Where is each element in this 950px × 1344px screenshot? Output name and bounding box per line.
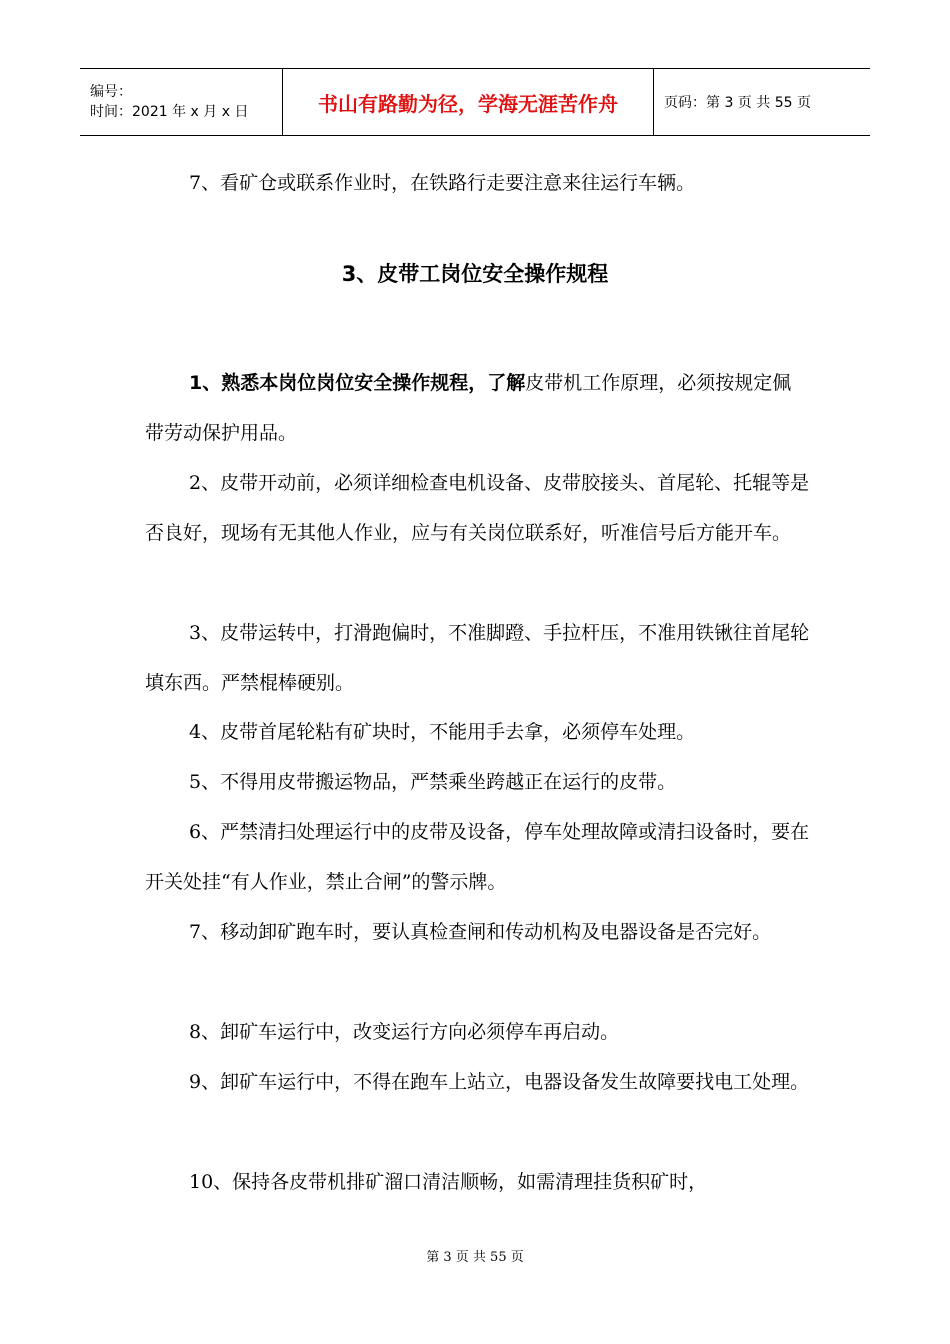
- header-motto-cell: [282, 69, 654, 135]
- item-6: 6、严禁清扫处理运行中的皮带及设备，停车处理故障或清扫设备时，要在开关处挂“有人作业，禁止合闸”的警示牌。: [145, 821, 810, 893]
- item-9: 9、卸矿车运行中，不得在跑车上站立，电器设备发生故障要找电工处理。: [189, 1071, 810, 1093]
- item-5: 5、不得用皮带搬运物品，严禁乘坐跨越正在运行的皮带。: [189, 771, 677, 793]
- header-meta: [80, 69, 282, 135]
- item-2: 2、皮带开动前，必须详细检查电机设备、皮带胶接头、首尾轮、托辊等是否良好，现场有无其他人作业，应与有关岗位联系好，听准信号后方能开车。: [145, 472, 810, 544]
- number-label: 编号：: [90, 84, 132, 100]
- item-4: 4、皮带首尾轮粘有矿块时，不能用手去拿，必须停车处理。: [189, 721, 696, 743]
- item-10: 10、保持各皮带机排矿溜口清洁顺畅，如需清理挂货积矿时，: [189, 1171, 708, 1193]
- time-label: 时间：2021 年 x 月 x 日: [90, 104, 249, 120]
- item-1-bold: 1、熟悉本岗位岗位安全操作规程，了解: [189, 372, 526, 394]
- item-8: 8、卸矿车运行中，改变运行方向必须停车再启动。: [189, 1021, 620, 1043]
- header-page-info: 页码：第 3 页 共 55 页: [664, 95, 811, 111]
- header-motto: 书山有路勤为径，学海无涯苦作舟: [318, 91, 618, 116]
- page-footer: 第 3 页 共 55 页: [426, 1250, 524, 1265]
- item-7: 7、移动卸矿跑车时，要认真检查闸和传动机构及电器设备是否完好。: [189, 921, 772, 943]
- item-1: [145, 358, 810, 458]
- item-3: 3、皮带运转中，打滑跑偏时，不准脚蹬、手拉杆压，不准用铁锹往首尾轮填东西。严禁棍棒硬别。: [145, 622, 810, 694]
- item-1-rest: 皮带机工作原理，必须按规定佩带劳动保护用品。: [145, 372, 792, 444]
- document-header: [80, 68, 870, 136]
- section-title: 3、皮带工岗位安全操作规程: [341, 262, 609, 286]
- top-line: 7、看矿仓或联系作业时，在铁路行走要注意来往运行车辆。: [189, 172, 696, 194]
